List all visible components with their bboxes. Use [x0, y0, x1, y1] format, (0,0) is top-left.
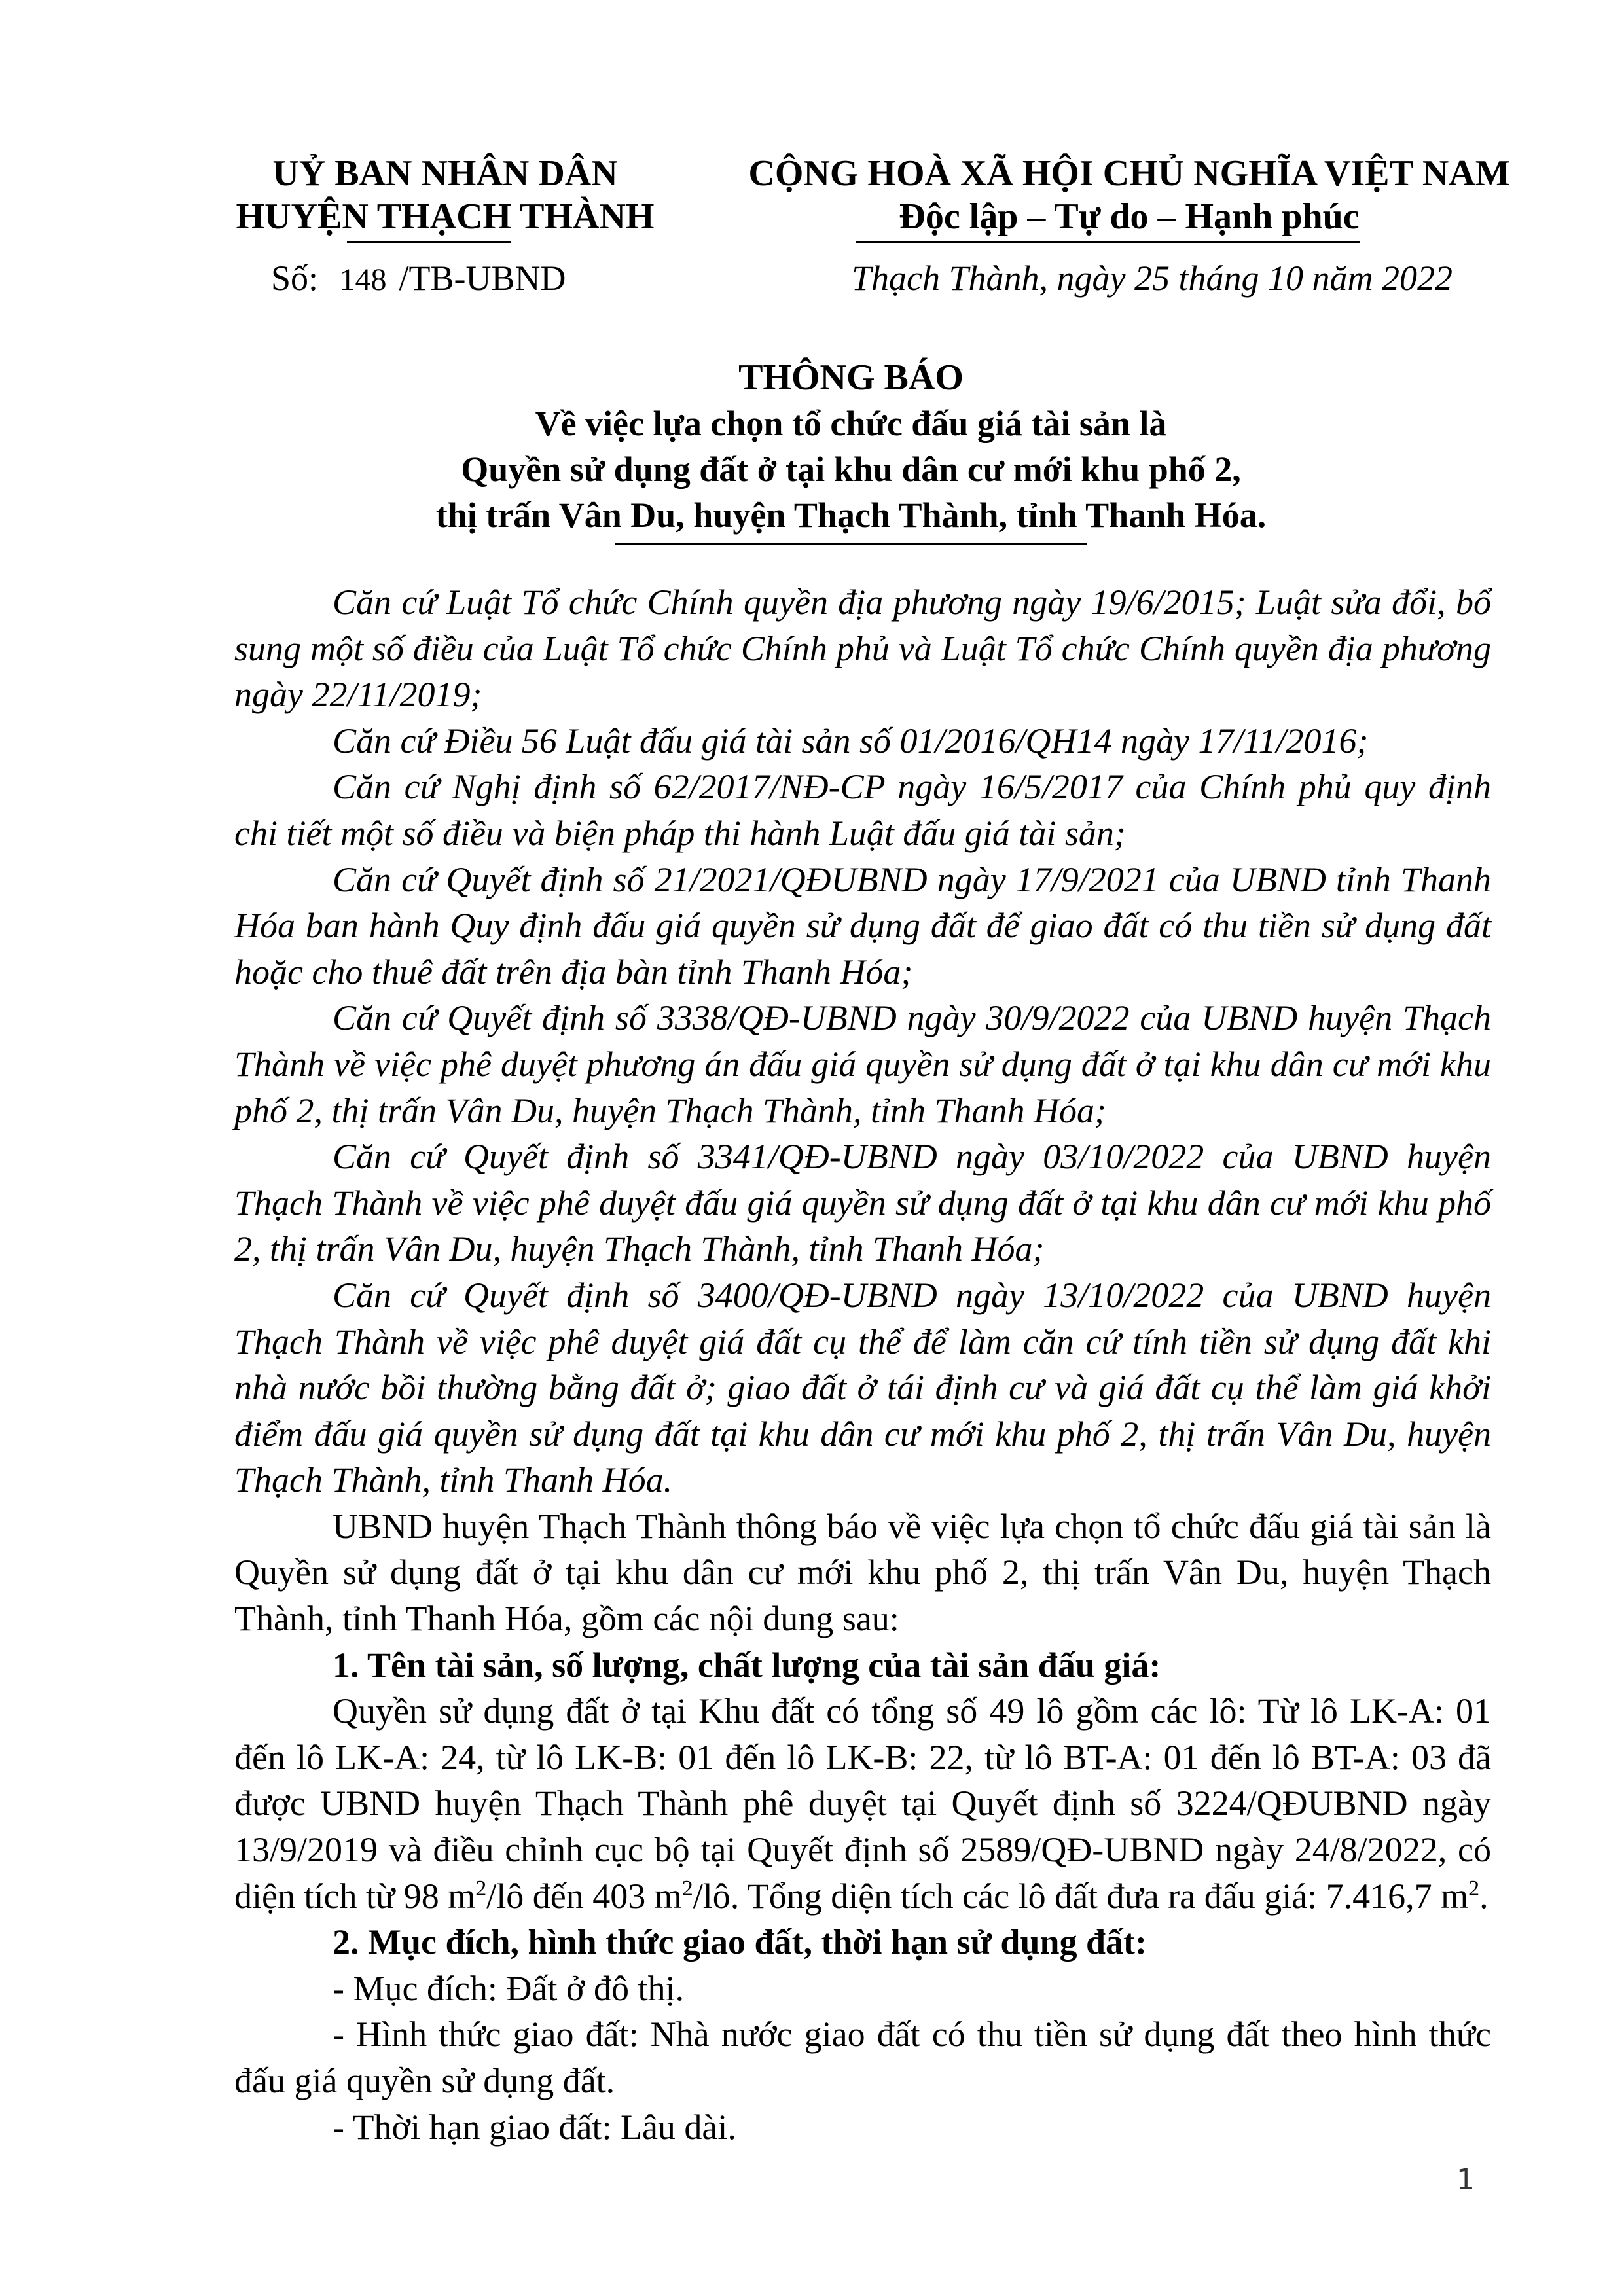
document-number-prefix: Số:	[271, 259, 319, 298]
subject-line-2: Quyền sử dụng đất ở tại khu dân cư mới khu phố 2,	[461, 450, 1241, 489]
authority-line-2: HUYỆN THẠCH THÀNH	[236, 196, 655, 237]
authority-line-1: UỶ BAN NHÂN DÂN	[272, 153, 618, 194]
legal-basis-6: Căn cứ Quyết định số 3341/QĐ-UBND ngày 03/10/2022 của UBND huyện Thạch Thành về việc phê duyệt đấu giá quyền sử dụng đất ở tại khu dân cư mới khu phố 2, thị trấn Vân Du, huyện Thạch Thành, tỉnh Thanh Hóa;	[234, 1137, 1491, 1269]
legal-basis-1: Căn cứ Luật Tổ chức Chính quyền địa phương ngày 19/6/2015; Luật sửa đổi, bổ sung một số điều của Luật Tổ chức Chính phủ và Luật Tổ chức Chính quyền địa phương ngày 22/11/2019;	[234, 583, 1491, 715]
section-1-text-b: /lô đến 403 m	[486, 1876, 682, 1916]
document-number	[271, 257, 566, 302]
subject-line-1: Về việc lựa chọn tổ chức đấu giá tài sản là	[535, 404, 1167, 443]
issuing-authority	[203, 152, 687, 238]
section-2-heading: 2. Mục đích, hình thức giao đất, thời hạn sử dụng đất:	[333, 1922, 1147, 1962]
superscript-2: 2	[681, 1876, 693, 1901]
legal-basis-2: Căn cứ Điều 56 Luật đấu giá tài sản số 01/2016/QH14 ngày 17/11/2016;	[333, 721, 1369, 761]
legal-basis-5: Căn cứ Quyết định số 3338/QĐ-UBND ngày 30/9/2022 của UBND huyện Thạch Thành về việc phê duyệt phương án đấu giá quyền sử dụng đất ở tại khu dân cư mới khu phố 2, thị trấn Vân Du, huyện Thạch Thành, tỉnh Thanh Hóa;	[234, 998, 1491, 1130]
national-motto	[713, 152, 1545, 238]
section-1-text-d: .	[1479, 1876, 1489, 1916]
section-1-text-a: Quyền sử dụng đất ở tại Khu đất có tổng số 49 lô gồm các lô: Từ lô LK-A: 01 đến lô LK-A: 24, từ lô LK-B: 01 đến lô LK-B: 22, từ lô BT-A: 01 đến lô BT-A: 03 đã được UBND huyện Thạch Thành phê duyệt tại Quyết định số 3224/QĐUBND ngày 13/9/2019 và điều chỉnh cục bộ tại Quyết định số 2589/QĐ-UBND ngày 24/8/2022, có diện tích từ 98 m	[234, 1691, 1491, 1916]
section-1-heading: 1. Tên tài sản, số lượng, chất lượng của tài sản đấu giá:	[333, 1645, 1161, 1685]
section-1-text	[234, 1688, 1491, 1919]
country-name: CỘNG HOÀ XÃ HỘI CHỦ NGHĨA VIỆT NAM	[748, 153, 1510, 194]
legal-basis-4: Căn cứ Quyết định số 21/2021/QĐUBND ngày 17/9/2021 của UBND tỉnh Thanh Hóa ban hành Quy định đấu giá quyền sử dụng đất để giao đất có thu tiền sử dụng đất hoặc cho thuê đất trên địa bàn tỉnh Thanh Hóa;	[234, 859, 1491, 992]
document-title: THÔNG BÁO	[738, 357, 964, 398]
legal-basis-7: Căn cứ Quyết định số 3400/QĐ-UBND ngày 13/10/2022 của UBND huyện Thạch Thành về việc phê duyệt giá đất cụ thể để làm căn cứ tính tiền sử dụng đất khi nhà nước bồi thường bằng đất ở; giao đất ở tái định cư và giá đất cụ thể làm giá khởi điểm đấu giá quyền sử dụng đất tại khu dân cư mới khu phố 2, thị trấn Vân Du, huyện Thạch Thành, tỉnh Thanh Hóa.	[234, 1275, 1491, 1500]
section-2-term: - Thời hạn giao đất: Lâu dài.	[333, 2107, 736, 2147]
section-2-purpose: - Mục đích: Đất ở đô thị.	[333, 1968, 684, 2008]
section-2-form: - Hình thức giao đất: Nhà nước giao đất có thu tiền sử dụng đất theo hình thức đấu giá quyền sử dụng đất.	[234, 2015, 1491, 2100]
title-block	[209, 355, 1492, 538]
intro-paragraph: UBND huyện Thạch Thành thông báo về việc lựa chọn tổ chức đấu giá tài sản là Quyền sử dụng đất ở tại khu dân cư mới khu phố 2, thị trấn Vân Du, huyện Thạch Thành, tỉnh Thanh Hóa, gồm các nội dung sau:	[234, 1506, 1491, 1639]
subject-line-3: thị trấn Vân Du, huyện Thạch Thành, tỉnh Thanh Hóa.	[435, 495, 1267, 535]
legal-basis-3: Căn cứ Nghị định số 62/2017/NĐ-CP ngày 16/5/2017 của Chính phủ quy định chi tiết một số điều và biện pháp thi hành Luật đấu giá tài sản;	[234, 767, 1491, 853]
page-number: 1	[1456, 2163, 1475, 2197]
motto-underline	[856, 241, 1360, 243]
superscript-1: 2	[475, 1876, 487, 1901]
superscript-3: 2	[1468, 1876, 1480, 1901]
authority-underline	[347, 241, 511, 243]
document-number-value: 148	[339, 262, 387, 297]
subject-underline	[615, 543, 1087, 545]
document-body	[234, 579, 1491, 2150]
place-and-date: Thạch Thành, ngày 25 tháng 10 năm 2022	[852, 259, 1453, 298]
section-1-text-c: /lô. Tổng diện tích các lô đất đưa ra đấu giá: 7.416,7 m	[693, 1876, 1469, 1916]
document-number-suffix: /TB-UBND	[399, 259, 566, 298]
motto: Độc lập – Tự do – Hạnh phúc	[899, 196, 1360, 237]
